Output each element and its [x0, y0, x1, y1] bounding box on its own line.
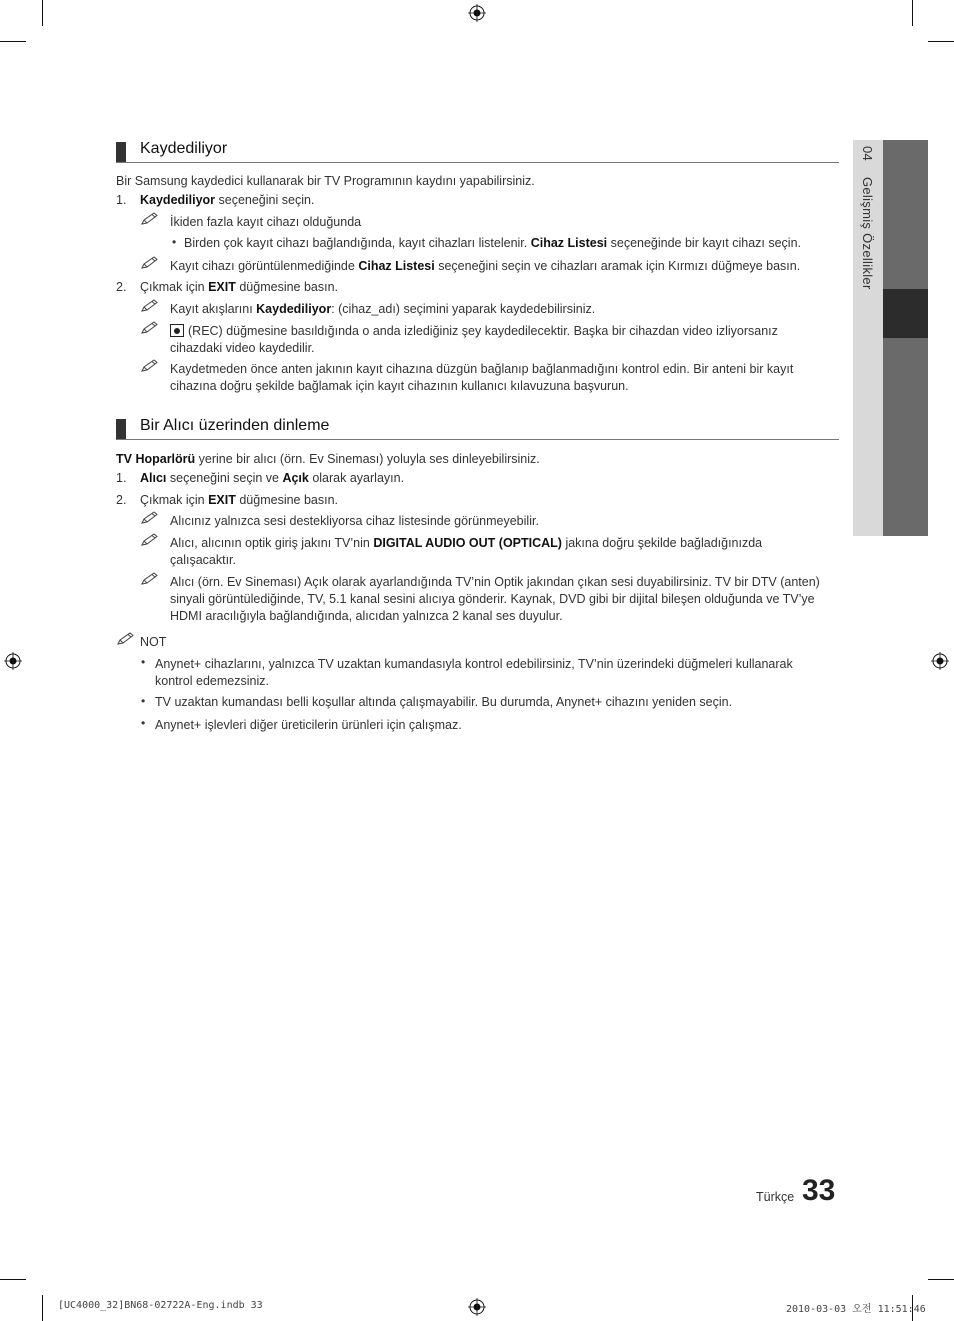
note-item: TV uzaktan kumandası belli koşullar altında çalışmayabilir. Bu durumda, Anynet+ cihazını yeniden seçin.: [155, 695, 733, 709]
note-text: Alıcınız yalnızca sesi destekliyorsa cihaz listesinde görünmeyebilir.: [170, 514, 539, 528]
heading-bar: [116, 419, 126, 439]
note-text: Kayıt cihazı görüntülenmediğinde Cihaz Listesi seçeneğini seçin ve cihazları aramak için Kırmızı düğmeye basın.: [170, 259, 801, 273]
step-number: 1.: [116, 193, 127, 207]
step-number: 2.: [116, 493, 127, 507]
section-title: Bir Alıcı üzerinden dinleme: [140, 417, 330, 434]
step-number: 1.: [116, 471, 127, 485]
crop-mark: [912, 0, 913, 26]
section-intro: TV Hoparlörü yerine bir alıcı (örn. Ev Sineması) yoluyla ses dinleyebilirsiniz.: [116, 452, 540, 466]
bullet-icon: •: [141, 694, 146, 708]
note-pencil-icon: [140, 533, 160, 547]
note-item: kontrol edemezsiniz.: [155, 674, 269, 688]
note-pencil-icon: [140, 299, 160, 313]
side-tab-block: [883, 140, 928, 289]
side-tab-block: [883, 338, 928, 536]
notes-label: NOT: [140, 635, 167, 649]
heading-bar: [116, 142, 126, 162]
note-text: (REC) düğmesine basıldığında o anda izlediğiniz şey kaydedilecektir. Başka bir cihazdan video izliyorsanız: [170, 323, 778, 340]
crop-mark: [42, 1295, 43, 1321]
bullet-icon: •: [141, 655, 146, 669]
note-item: Anynet+ işlevleri diğer üreticilerin ürünleri için çalışmaz.: [155, 718, 462, 732]
chapter-number: 04: [860, 146, 875, 162]
note-item: Anynet+ cihazlarını, yalnızca TV uzaktan kumandasıyla kontrol edebilirsiniz, TV’nin üzerindeki düğmeleri kullanarak: [155, 657, 793, 671]
crop-mark: [928, 1279, 954, 1280]
note-text: çalışacaktır.: [170, 553, 236, 567]
note-text: Alıcı, alıcının optik giriş jakını TV’nin DIGITAL AUDIO OUT (OPTICAL) jakına doğru şekilde bağladığınızda: [170, 536, 763, 550]
crop-mark: [0, 41, 26, 42]
note-text: sinyali görüntülediğinde, TV, 5.1 kanal sesini alıcıya gönderir. Kaynak, DVD gibi bir dijital bileşen olduğunda ve TV’ye: [170, 592, 815, 606]
note-text: Kaydetmeden önce anten jakının kayıt cihazına düzgün bağlanıp bağlanmadığını kontrol edin. Bir anteni bir kayıt: [170, 362, 794, 376]
rec-button-icon: [170, 324, 184, 337]
footer-timestamp: 2010-03-03 오전 11:51:46: [786, 1304, 926, 1315]
note-text: cihazdaki video kaydedilir.: [170, 341, 315, 355]
chapter-tab-label: [860, 146, 875, 290]
note-text: HDMI aracılığıyla bağlandığında, alıcıdan yalnızca 2 kanal ses duyulur.: [170, 609, 563, 623]
step-text: Çıkmak için EXIT düğmesine basın.: [140, 493, 339, 507]
section-title: Kaydediliyor: [140, 140, 228, 157]
note-pencil-icon: [140, 359, 160, 373]
note-text: İkiden fazla kayıt cihazı olduğunda: [170, 215, 362, 229]
step-text: Kaydediliyor seçeneğini seçin.: [140, 193, 315, 207]
step-text: Çıkmak için EXIT düğmesine basın.: [140, 280, 339, 294]
note-pencil-icon: [140, 321, 160, 335]
note-pencil-icon: [140, 572, 160, 586]
registration-mark-icon: [468, 4, 486, 22]
note-pencil-icon: [140, 212, 160, 226]
registration-mark-icon: [4, 652, 22, 670]
bullet-icon: •: [141, 716, 146, 730]
registration-mark-icon: [931, 652, 949, 670]
registration-mark-icon: [468, 1298, 486, 1316]
crop-mark: [42, 0, 43, 26]
note-pencil-icon: [140, 256, 160, 270]
footer-file-slug: [UC4000_32]BN68-02722A-Eng.indb 33: [58, 1300, 263, 1311]
section-intro: Bir Samsung kaydedici kullanarak bir TV Programının kaydını yapabilirsiniz.: [116, 174, 535, 188]
crop-mark: [0, 1279, 26, 1280]
page-language: Türkçe: [756, 1190, 795, 1204]
note-pencil-icon: [116, 632, 136, 646]
side-tab-active-block: [883, 289, 928, 338]
chapter-title: Gelişmiş Özellikler: [860, 176, 875, 290]
page-number: 33: [802, 1174, 836, 1207]
section-heading-receiver: [116, 417, 839, 440]
bullet-icon: •: [172, 235, 177, 249]
note-text: Kayıt akışlarını Kaydediliyor: (cihaz_adı) seçimini yaparak kaydedebilirsiniz.: [170, 302, 596, 316]
note-text: Alıcı (örn. Ev Sineması) Açık olarak ayarlandığında TV’nin Optik jakından çıkan sesi duyabilirsiniz. TV bir DTV (anten): [170, 575, 820, 589]
section-heading-recording: [116, 140, 839, 163]
bullet-text: Birden çok kayıt cihazı bağlandığında, kayıt cihazları listelenir. Cihaz Listesi seçeneğinde bir kayıt cihazı seçin.: [184, 236, 801, 250]
step-text: Alıcı seçeneğini seçin ve Açık olarak ayarlayın.: [140, 471, 405, 485]
crop-mark: [928, 41, 954, 42]
note-text: cihazına doğru şekilde bağlamak için kayıt cihazının kullanıcı kılavuzuna başvurun.: [170, 379, 629, 393]
note-pencil-icon: [140, 511, 160, 525]
step-number: 2.: [116, 280, 127, 294]
